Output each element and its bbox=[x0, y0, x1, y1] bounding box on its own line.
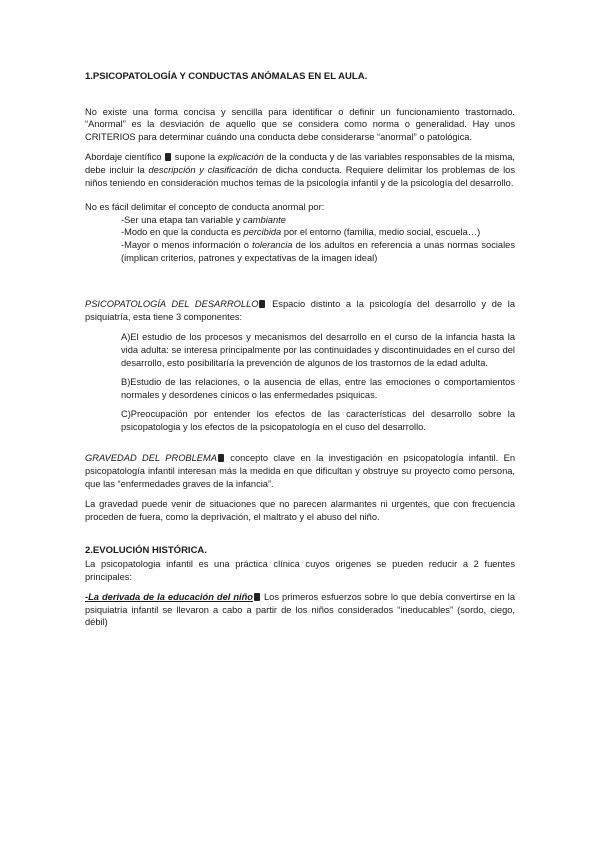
component-c: C)Preocupación por entender los efectos de las características del desarrollo sobre la psicopatologia y los efectos de la psicopatología en el cuso del desarrollo. bbox=[121, 409, 515, 432]
arrow-glyph-icon bbox=[218, 454, 224, 462]
text-run: por el entorno (familia, medio social, escuela…) bbox=[281, 227, 481, 238]
list-item bbox=[85, 226, 515, 239]
emphasis: descripción y clasificación bbox=[148, 164, 258, 175]
text-run: Abordaje científico bbox=[85, 152, 165, 163]
component-b: B)Estudio de las relaciones, o la ausencia de ellas, entre las emociones o comportamientos normales y desordenes cínicos o las enfermedades psiquicas. bbox=[121, 377, 515, 400]
list-item bbox=[85, 239, 515, 264]
developmental-psychopathology-paragraph bbox=[85, 298, 515, 323]
arrow-glyph-icon bbox=[254, 593, 260, 601]
text-run: de los adultos en referencia a unas normas sociales (implican criterios, patrones y expectativas de la imagen ideal) bbox=[121, 239, 515, 263]
emphasis: tolerancia bbox=[252, 239, 293, 250]
scientific-approach-paragraph bbox=[85, 151, 515, 189]
text-run: supone la bbox=[172, 152, 218, 163]
dash: - bbox=[85, 592, 89, 603]
component-a: A)El estudio de los procesos y mecanismos del desarrollo en el curso de la infancia hasta la vida adulta: se interesa principalmente por las continuidades y discontinuidades en el curso del desarrollo, esto posibilitaría la prevención de algunos de los trastornos de la edad adulta. bbox=[121, 332, 515, 368]
term: PSICOPATOLOGÍA DEL DESARROLLO bbox=[85, 299, 259, 310]
text-run: de la conducta y de las variables responsables de la misma, debe incluir la bbox=[85, 152, 515, 175]
severity-paragraph-2: La gravedad puede venir de situaciones que no parecen alarmantes ni urgentes, que con frecuencia proceden de fuera, como la deprivación, el maltrato y el abuso del niño. bbox=[85, 499, 515, 522]
text-run: Los primeros esfuerzos sobre lo que debía convertirse en la psiquiatria infantil se llevaron a cabo a partir de los niños considerados “ineducables” (sordo, ciego, débil) bbox=[85, 592, 515, 628]
emphasis: cambiante bbox=[242, 214, 286, 225]
severity-paragraph bbox=[85, 452, 515, 490]
text-run: -Ser una etapa tan variable y bbox=[121, 214, 243, 225]
arrow-glyph-icon bbox=[165, 153, 171, 161]
text-run: concepto clave en la investigación en psicopatología infantil. En psicopatología infantil interesan más la medida en que dificultan y obstruye su proyecto como persona, que las “enfermedades graves de la infancia”. bbox=[85, 453, 515, 489]
section-1-heading: 1.PSICOPATOLOGÍA Y CONDUCTAS ANÓMALAS EN EL AULA. bbox=[85, 71, 368, 82]
text-run: -Modo en que la conducta es bbox=[121, 227, 244, 238]
term: La derivada de la educación del niño bbox=[88, 592, 253, 603]
components-list bbox=[85, 331, 515, 433]
difficulty-paragraph: No es fácil delimitar el concepto de conducta anormal por: bbox=[85, 202, 325, 213]
text-run: Espacio distinto a la psicología del desarrollo y de la psiquiatría, esta tiene 3 componentes: bbox=[85, 299, 515, 322]
emphasis: explicación bbox=[217, 152, 264, 163]
education-source-paragraph bbox=[85, 591, 515, 629]
arrow-glyph-icon bbox=[259, 300, 265, 308]
text-run: de dicha conducta. Requiere delimitar los problemas de los niños teniendo en consideración muchos temas de la psicología infantil y de la psicología del desarrollo. bbox=[85, 164, 515, 188]
history-intro-paragraph: La psicopatologia infantil es una práctica clínica cuyos origenes se pueden reducir a 2 fuentes principales: bbox=[85, 559, 515, 582]
document-body bbox=[85, 71, 515, 629]
emphasis: percibida bbox=[243, 227, 282, 238]
intro-paragraph: No existe una forma concisa y sencilla para identificar o definir un funcionamiento trastornado. “Anormal” es la desviación de aquello que se considera como norma o generalidad. Hay unos CRITERIOS para determinar cuándo una conducta debe considerarse “anormal” o patológica. bbox=[85, 106, 515, 142]
term: GRAVEDAD DEL PROBLEMA bbox=[85, 453, 217, 464]
section-2-heading: 2.EVOLUCIÓN HISTÓRICA. bbox=[85, 545, 207, 557]
text-run: -Mayor o menos información o bbox=[121, 239, 253, 250]
list-item bbox=[85, 214, 515, 227]
